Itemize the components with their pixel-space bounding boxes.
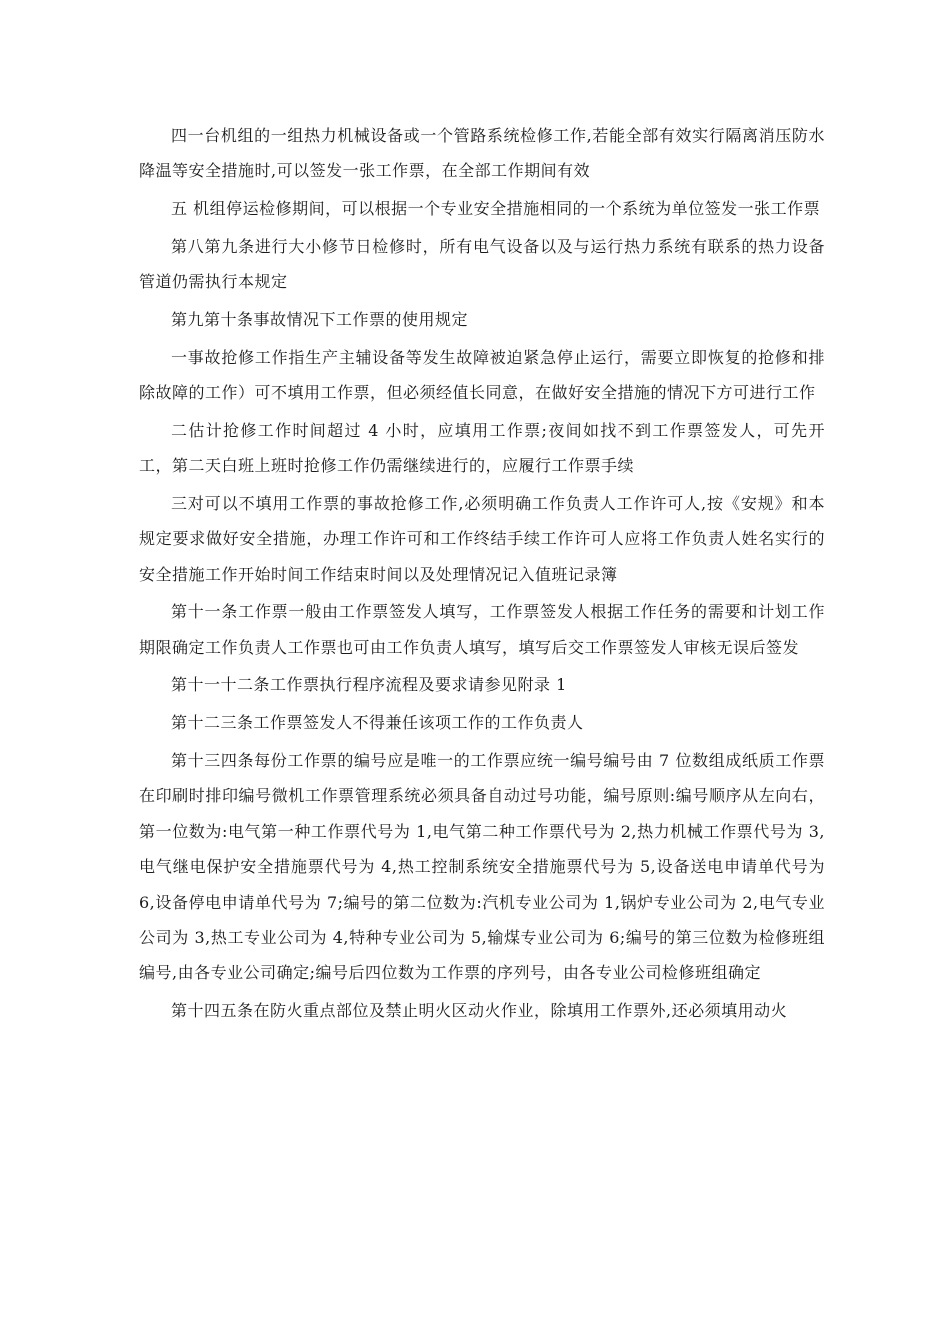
paragraph-7: 三对可以不填用工作票的事故抢修工作,必须明确工作负责人工作许可人,按《安规》和本规定要求做好安全措施，办理工作许可和工作终结手续工作许可人应将工作负责人姓名实行的安全措施工作开始时间工作结束时间以及处理情况记入值班记录簿 [139, 493, 825, 584]
paragraph-4: 第九第十条事故情况下工作票的使用规定 [171, 309, 469, 329]
document-body [139, 118, 825, 1031]
paragraph-11: 第十三四条每份工作票的编号应是唯一的工作票应统一编号编号由 7 位数组成纸质工作票在印刷时排印编号微机工作票管理系统必须具备自动过号功能，编号原则:编号顺序从左向右，第一位数为:电气第一种工作票代号为 1,电气第二种工作票代号为 2,热力机械工作票代号为 3,电气继电保护安全措施票代号为 4,热工控制系统安全措施票代号为 5,设备送电申请单代号为 6,设备停电申请单代号为 7;编号的第二位数为:汽机专业公司为 1,锅炉专业公司为 2,电气专业公司为 3,热工专业公司为 4,特种专业公司为 5,输煤专业公司为 6;编号的第三位数为检修班组编号,由各专业公司确定;编号后四位数为工作票的序列号，由各专业公司检修班组确定 [139, 750, 825, 983]
paragraph-3: 第八第九条进行大小修节日检修时，所有电气设备以及与运行热力系统有联系的热力设备管道仍需执行本规定 [139, 236, 825, 292]
paragraph-10: 第十二三条工作票签发人不得兼任该项工作的工作负责人 [171, 713, 584, 733]
paragraph-9: 第十一十二条工作票执行程序流程及要求请参见附录 1 [171, 675, 567, 695]
paragraph-5: 一事故抢修工作指生产主辅设备等发生故障被迫紧急停止运行，需要立即恢复的抢修和排除故障的工作）可不填用工作票，但必须经值长同意，在做好安全措施的情况下方可进行工作 [139, 347, 825, 403]
paragraph-6: 二估计抢修工作时间超过 4 小时，应填用工作票;夜间如找不到工作票签发人，可先开工，第二天白班上班时抢修工作仍需继续进行的，应履行工作票手续 [139, 420, 825, 476]
paragraph-8: 第十一条工作票一般由工作票签发人填写，工作票签发人根据工作任务的需要和计划工作期限确定工作负责人工作票也可由工作负责人填写，填写后交工作票签发人审核无误后签发 [139, 602, 825, 657]
paragraph-2: 五 机组停运检修期间，可以根据一个专业安全措施相同的一个系统为单位签发一张工作票 [171, 199, 821, 219]
paragraph-1: 四一台机组的一组热力机械设备或一个管路系统检修工作,若能全部有效实行隔离消压防水 降温等安全措施时,可以签发一张工作票，在全部工作期间有效 [139, 126, 825, 181]
paragraph-12: 第十四五条在防火重点部位及禁止明火区动火作业，除填用工作票外,还必须填用动火 [171, 1001, 788, 1021]
